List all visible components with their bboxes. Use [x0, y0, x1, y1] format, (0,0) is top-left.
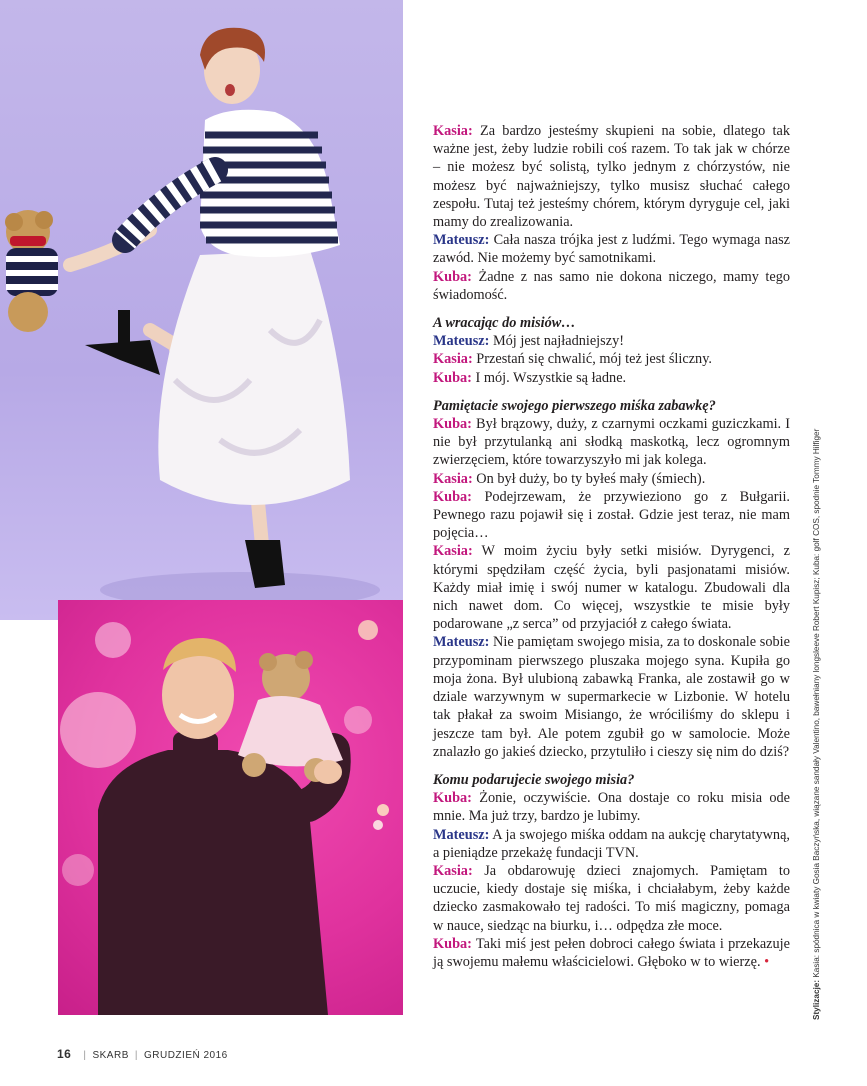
photo-kuba-illustration	[58, 600, 403, 1015]
dialog-paragraph	[433, 350, 790, 368]
article-body	[433, 122, 790, 971]
dialog-paragraph	[433, 231, 790, 267]
dialog-text: Za bardzo jesteśmy skupieni na sobie, dlatego tak ważne jest, żeby ludzie robili coś razem. To tak jak w chórze – nie możesz być solistą, tylko jednym z chórzystów, nie możesz być najważniejszy, tylko musisz słuchać całego zespołu. Tutaj też jesteśmy chórem, którym dyryguje cel, jaki mamy do zrealizowania.	[433, 123, 790, 231]
photo-kuba	[58, 600, 403, 1015]
dialog-text: On był duży, bo ty byłeś mały (śmiech).	[472, 470, 706, 487]
dialog-text: Ja obdarowuję dzieci znajomych. Pamiętam to uczucie, kiedy dostaje się miśka, i chciałabym, żeby każde dziecko zasmakowało tej radości. To miś magiczny, pomaga w nauce, siedząc na biurku, i… odpędza złe moce.	[433, 862, 790, 934]
speaker-name: Kuba:	[433, 935, 472, 952]
dialog-text: A ja swojego miśka oddam na aukcję charytatywną, a pieniądze przekażę fundacji TVN.	[433, 826, 790, 861]
dialog-paragraph	[433, 826, 790, 862]
dialog-paragraph	[433, 935, 790, 971]
styling-credits	[812, 360, 821, 1020]
speaker-name: Kasia:	[433, 543, 473, 560]
dialog-paragraph	[433, 488, 790, 543]
speaker-name: Kuba:	[433, 488, 472, 505]
teddy-bear-left	[5, 210, 58, 332]
interview-question: Komu podarujecie swojego misia?	[433, 771, 635, 788]
speaker-name: Mateusz:	[433, 826, 490, 843]
dialog-paragraph	[433, 122, 790, 231]
dialog-text: Taki miś jest pełen dobroci całego świata i przekazuje ją swojemu małemu właścicielowi. Głęboko w to wierzę.	[433, 935, 790, 970]
footer-separator: |	[83, 1050, 87, 1061]
photo-kasia	[0, 0, 403, 620]
dialog-text: Był brązowy, duży, z czarnymi oczkami guziczkami. I nie był przytulanką ani słodką maskotką, lecz ogromnym zwierzęciem, które towarzyszyło mi jak kolega.	[433, 416, 790, 469]
dialog-paragraph	[433, 542, 790, 633]
dialog-text: Żonie, oczywiście. Ona dostaje co roku misia ode mnie. Ma już trzy, bardzo je lubimy.	[433, 790, 790, 825]
speaker-name: Kasia:	[433, 351, 473, 368]
speaker-name: Mateusz:	[433, 333, 490, 350]
dialog-paragraph	[433, 470, 790, 488]
footer-separator: |	[134, 1050, 138, 1061]
dialog-text: Przestań się chwalić, mój też jest śliczny.	[472, 351, 712, 368]
dialog-paragraph	[433, 332, 790, 350]
dialog-paragraph	[433, 369, 790, 387]
dialog-text: Nie pamiętam swojego misia, za to doskonale sobie przypominam pierwszego pluszaka mojego syna. Kupiła go moja żona. Był ulubioną zabawką Franka, ale zostawił go w dziale warzywnym w supermarkecie w Lizbonie. W hotelu tak płakał za swoim Misiango, że wróciliśmy do sklepu i jeszcze tam był. Ale potem zgubił go w samolocie. Może znalazło go jakieś dziecko, przytuliło i cieszy się nim do dziś?	[433, 634, 790, 760]
issue-date: GRUDZIEŃ 2016	[143, 1050, 228, 1061]
speaker-name: Kuba:	[433, 790, 472, 807]
dialog-text: I mój. Wszystkie są ładne.	[471, 369, 627, 386]
dialog-paragraph	[433, 862, 790, 935]
page-footer	[57, 1047, 228, 1061]
page-number: 16	[57, 1047, 72, 1061]
speaker-name: Kuba:	[433, 416, 472, 433]
speaker-name: Kasia:	[433, 470, 473, 487]
speaker-name: Kasia:	[433, 123, 473, 139]
dialog-paragraph	[433, 633, 790, 760]
credits-text: Kasia: spódnica w kwiaty Gosia Baczyńska, wiązane sandały Valentino, bawełniany longsleeve Robert Kupisz; Kuba: golf COS, spodnie Tommy Hilfiger	[812, 428, 821, 980]
speaker-name: Mateusz:	[433, 634, 490, 651]
dialog-text: Podejrzewam, że przywieziono go z Bułgarii. Pewnego razu pojawił się i został. Gdzie jest teraz, nie mam pojęcia…	[433, 488, 790, 542]
magazine-name: SKARB	[92, 1050, 129, 1061]
end-mark: •	[760, 953, 770, 970]
dialog-text: Cała nasza trójka jest z ludźmi. Tego wymaga nasz zawód. Nie możemy być samotnikami.	[433, 232, 790, 267]
speaker-name: Kasia:	[433, 862, 473, 879]
credits-label: Stylizacje:	[812, 979, 821, 1020]
interview-question: A wracając do misiów…	[433, 315, 576, 332]
speaker-name: Mateusz:	[433, 232, 490, 249]
dialog-text: W moim życiu były setki misiów. Dyrygenci, z którymi spędziłam część życia, byli pasjonatami misiów. Każdy miał imię i swój numer w katalogu. Zbudowali dla nich nawet dom. Co więcej, wszystkie te misie były podarowane „z serca” od przyjaciół z całego świata.	[433, 543, 790, 633]
photo-kasia-illustration	[0, 0, 403, 620]
dialog-paragraph	[433, 789, 790, 825]
dialog-paragraph	[433, 415, 790, 470]
dialog-text: Żadne z nas samo nie dokona niczego, mamy tego świadomość.	[433, 268, 790, 303]
interview-question: Pamiętacie swojego pierwszego miśka zabawkę?	[433, 397, 716, 414]
speaker-name: Kuba:	[433, 268, 472, 285]
dialog-paragraph	[433, 268, 790, 304]
dialog-text: Mój jest najładniejszy!	[489, 333, 624, 350]
speaker-name: Kuba:	[433, 369, 472, 386]
